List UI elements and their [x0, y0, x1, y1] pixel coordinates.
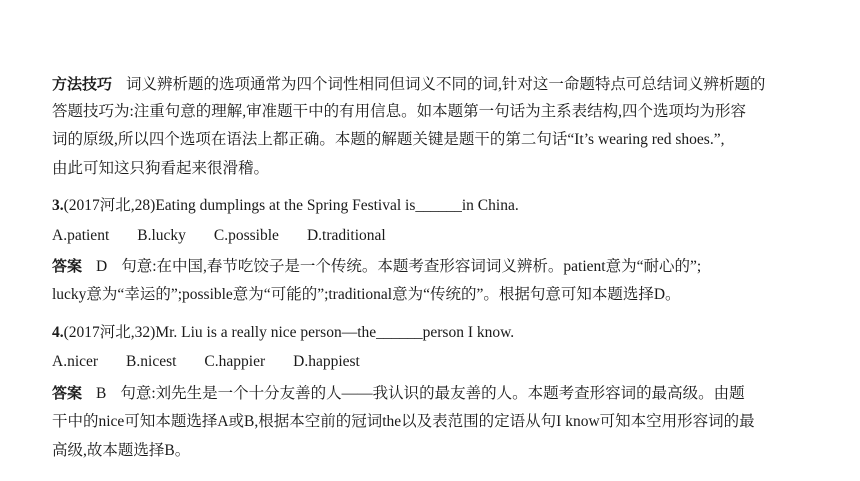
q4-option-d: D.happiest: [293, 353, 360, 370]
q4-explanation-2: 干中的nice可知本题选择A或B,根据本空前的冠词the以及表范围的定语从句I know可知本空用形容词的最: [52, 413, 755, 430]
q3-answer-letter: D: [96, 258, 108, 275]
q4-stem: [52, 322, 514, 344]
q4-options: [52, 351, 360, 373]
q4-option-c: C.happier: [204, 353, 266, 370]
q4-explanation-1: 句意:刘先生是一个十分友善的人——我认识的最友善的人。本题考查形容词的最高级。由题: [120, 385, 745, 402]
method-line-1: [52, 73, 765, 96]
q4-stem-text: (2017河北,32)Mr. Liu is a really nice person—the______person I know.: [63, 324, 515, 341]
q3-stem-text: (2017河北,28)Eating dumplings at the Spring Festival is______in China.: [63, 197, 519, 214]
q4-answer-line-1: [52, 382, 745, 405]
q4-number: 4.: [52, 324, 64, 341]
method-line-3: 词的原级,所以四个选项在语法上都正确。本题的解题关键是题干的第二句话“It’s wearing red shoes.”,: [52, 131, 725, 148]
q3-options: [52, 225, 386, 247]
q4-answer-tag: 答案: [52, 384, 83, 402]
method-line-4: 由此可知这只狗看起来很滑稽。: [52, 160, 270, 177]
q3-explanation-2: lucky意为“幸运的”;possible意为“可能的”;traditional意为“传统的”。根据句意可知本题选择D。: [52, 286, 681, 303]
q3-option-a: A.patient: [52, 227, 110, 244]
q3-explanation-1: 句意:在中国,春节吃饺子是一个传统。本题考查形容词词义辨析。patient意为“耐心的”;: [121, 258, 702, 275]
q3-option-b: B.lucky: [137, 227, 186, 244]
method-tag: 方法技巧: [52, 75, 113, 93]
method-line-2: 答题技巧为:注重句意的理解,审准题干中的有用信息。如本题第一句话为主系表结构,四个选项均为形容: [52, 103, 747, 120]
q3-option-d: D.traditional: [306, 227, 386, 244]
q3-stem: [52, 195, 519, 217]
q4-option-b: B.nicest: [126, 353, 177, 370]
q4-explanation-3: 高级,故本题选择B。: [52, 442, 191, 459]
method-text-1: 词义辨析题的选项通常为四个词性相同但词义不同的词,针对这一命题特点可总结词义辨析题的: [126, 76, 766, 93]
q4-answer-letter: B: [96, 385, 107, 402]
q4-option-a: A.nicer: [52, 353, 99, 370]
q3-answer-tag: 答案: [52, 257, 83, 275]
q3-option-c: C.possible: [213, 227, 279, 244]
q3-answer-line-1: [52, 255, 701, 278]
q3-number: 3.: [52, 197, 64, 214]
